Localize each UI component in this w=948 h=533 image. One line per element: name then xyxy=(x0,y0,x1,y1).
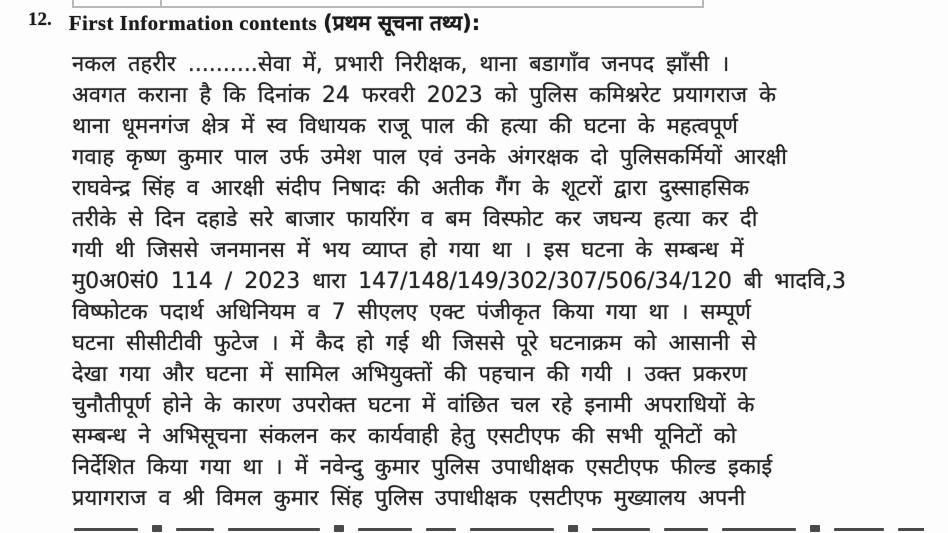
text-line: तरीके से दिन दहाडे सरे बाजार फायरिंग व बम विस्फोट कर जघन्य हत्या कर दी xyxy=(72,207,758,232)
section-title-hindi: (प्रथम सूचना तथ्य): xyxy=(323,11,481,35)
table-rule-vertical xyxy=(160,0,162,8)
text-line: राघवेन्द्र सिंह व आरक्षी संदीप निषादः की अतीक गैंग के शूटरों द्वारा दुस्साहसिक xyxy=(72,176,750,201)
text-line: घटना सीसीटीवी फुटेज । में कैद हो गई थी जिससे पूरे घटनाक्रम को आसानी से xyxy=(72,331,757,356)
text-line: प्रयागराज व श्री विमल कुमार सिंह पुलिस उपाधीक्षक एसटीएफ मुख्यालय अपनी xyxy=(72,486,746,511)
text-line: अवगत कराना है कि दिनांक 24 फरवरी 2023 को पुलिस कमिश्नरेट प्रयागराज के xyxy=(72,83,776,108)
text-line: विष्फोटक पदार्थ अधिनियम व 7 सीएलए एक्ट पंजीकृत किया गया था । सम्पूर्ण xyxy=(72,300,751,325)
text-line: थाना धूमनगंज क्षेत्र में स्व विधायक राजू पाल की हत्या की घटना के महत्वपूर्ण xyxy=(72,114,738,139)
text-line: गयी थी जिससे जनमानस में भय व्याप्त हो गया था । इस घटना के सम्बन्ध में xyxy=(72,238,744,263)
table-rule-horizontal xyxy=(72,6,704,8)
text-line: निर्देशित किया गया था । में नवेन्दु कुमार पुलिस उपाधीक्षक एसटीएफ फील्ड इकाई xyxy=(72,455,773,480)
text-line: नकल तहरीर ..........सेवा में, प्रभारी निरीक्षक, थाना बडागाँव जनपद झाँसी । xyxy=(72,52,730,77)
table-rule-vertical xyxy=(702,0,704,8)
section-heading xyxy=(28,9,480,37)
clipped-text-line xyxy=(74,525,924,533)
text-line: देखा गया और घटना में सामिल अभियुक्तों की पहचान की गयी । उक्त प्रकरण xyxy=(72,362,748,387)
section-title-english: First Information contents xyxy=(68,11,318,35)
section-number: 12. xyxy=(28,9,52,30)
text-line: सम्बन्ध ने अभिसूचना संकलन कर कार्यवाही हेतु एसटीएफ की सभी यूनिटों को xyxy=(72,424,737,449)
text-line: चुनौतीपूर्ण होने के कारण उपरोक्त घटना में वांछित चल रहे इनामी अपराधियों के xyxy=(72,393,755,418)
text-line: गवाह कृष्ण कुमार पाल उर्फ उमेश पाल एवं उनके अंगरक्षक दो पुलिसकर्मियों आरक्षी xyxy=(72,145,787,170)
fir-body-text xyxy=(72,49,920,514)
table-rule-vertical xyxy=(72,0,74,8)
text-line: मु0अ0सं0 114 / 2023 धारा 147/148/149/302/307/506/34/120 बी भादवि,3 xyxy=(72,269,846,294)
